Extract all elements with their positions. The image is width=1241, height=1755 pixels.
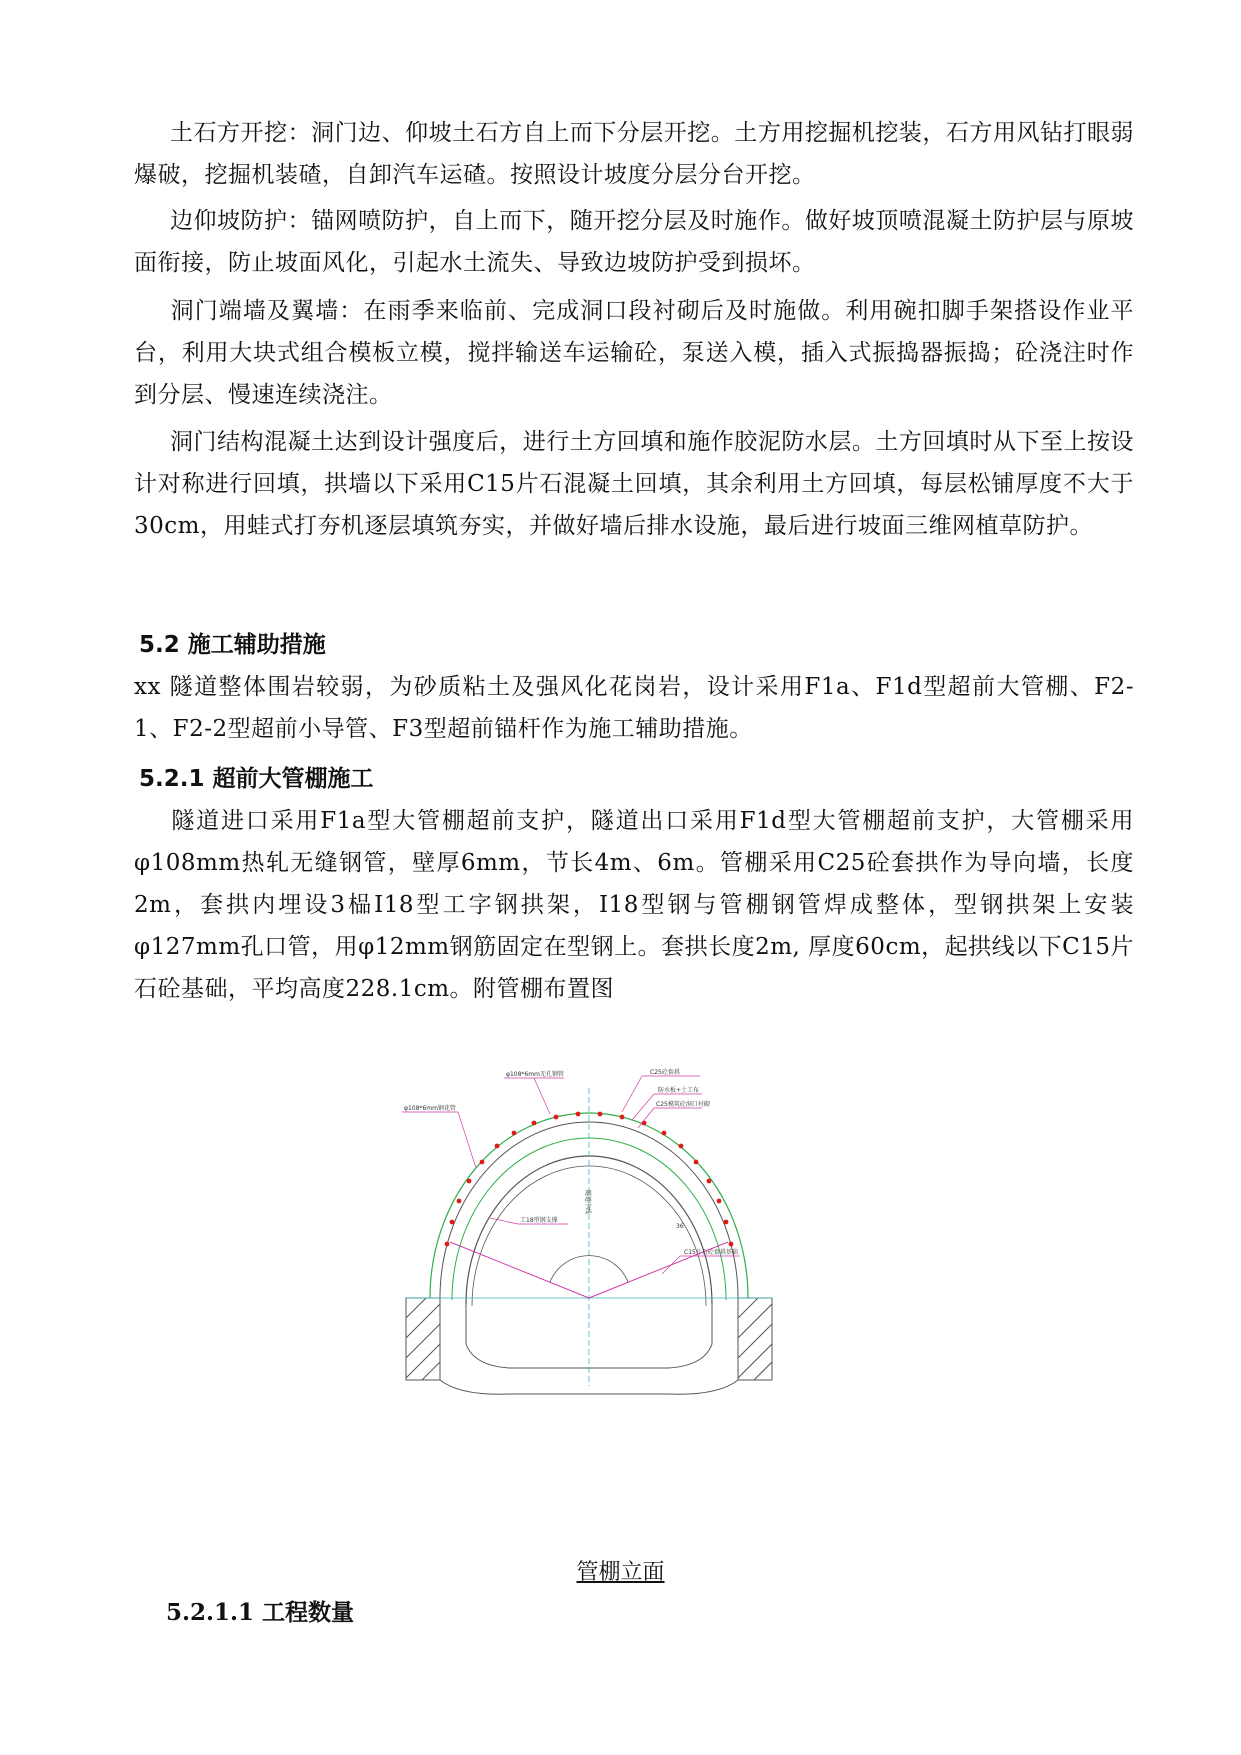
label-left: φ108*6mm钢花管 <box>404 1105 456 1112</box>
foundation-left <box>406 1298 440 1380</box>
paragraph-slope-protection: 边仰坡防护：锚网喷防护，自上而下，随开挖分层及时施作。做好坡顶喷混凝土防护层与原坡面衔接，防止坡面风化，引起水土流失、导致边坡防护受到损坏。 <box>134 208 1134 276</box>
pipe-shed-elevation-diagram <box>400 1068 780 1398</box>
label-base: C15片石砼套拱基础 <box>684 1249 738 1256</box>
paragraph-5-2-1: 隧道进口采用F1a型大管棚超前支护，隧道出口采用F1d型大管棚超前支护，大管棚采用φ108mm热轧无缝钢管，壁厚6mm，节长4m、6m。管棚采用C25砼套拱作为导向墙，长度2m，套拱内埋设3榀I18型工字钢拱架，I18型钢与管棚钢管焊成整体，型钢拱架上安装φ127mm孔口管，用φ12mm钢筋固定在型钢上。套拱长度2m, 厚度60cm，起拱线以下C15片石砼基础，平均高度228.1cm。附管棚布置图 <box>134 808 1135 1002</box>
heading-5-2: 5.2 施工辅助措施 <box>139 632 326 658</box>
paragraph-backfill: 洞门结构混凝土达到设计强度后，进行土方回填和施作胶泥防水层。土方回填时从下至上按设计对称进行回填，拱墙以下采用C15片石混凝土回填，其余利用土方回填，每层松铺厚度不大于30cm，用蛙式打夯机逐层填筑夯实，并做好墙后排水设施，最后进行坡面三维网植草防护。 <box>134 429 1134 539</box>
paragraph-5-2: xx 隧道整体围岩较弱，为砂质粘土及强风化花岗岩，设计采用F1a、F1d型超前大管棚、F2-1、F2-2型超前小导管、F3型超前锚杆作为施工辅助措施。 <box>134 674 1134 742</box>
paragraph-portal-wall: 洞门端墙及翼墙：在雨季来临前、完成洞口段衬砌后及时施做。利用碗扣脚手架搭设作业平台，利用大块式组合模板立模，搅拌输送车运输砼，泵送入模，插入式振捣器振捣；砼浇注时作到分层、慢速连续浇注。 <box>134 298 1134 408</box>
label-center: 隧道中线 <box>584 1190 591 1215</box>
label-top-right: C25砼套拱 <box>650 1069 680 1076</box>
paragraph-excavation: 土石方开挖：洞门边、仰坡土石方自上而下分层开挖。土方用挖掘机挖装，石方用风钻打眼弱爆破，挖掘机装碴，自卸汽车运碴。按照设计坡度分层分台开挖。 <box>134 120 1134 188</box>
label-right-1: 防水板+土工布 <box>658 1087 700 1094</box>
foundation-right <box>738 1298 772 1380</box>
figure-caption: 管棚立面 <box>576 1560 665 1585</box>
label-right-2: C25模筑砼洞口衬砌 <box>656 1101 710 1108</box>
angle-ray-left <box>450 1242 589 1298</box>
label-steel-support: 工18型钢支撑 <box>520 1217 558 1224</box>
label-top-left: φ108*6mm无孔钢管 <box>506 1071 564 1078</box>
label-angle: 36 <box>676 1223 684 1230</box>
heading-5-2-1-1: 5.2.1.1 工程数量 <box>166 1599 355 1626</box>
heading-5-2-1: 5.2.1 超前大管棚施工 <box>139 766 374 792</box>
